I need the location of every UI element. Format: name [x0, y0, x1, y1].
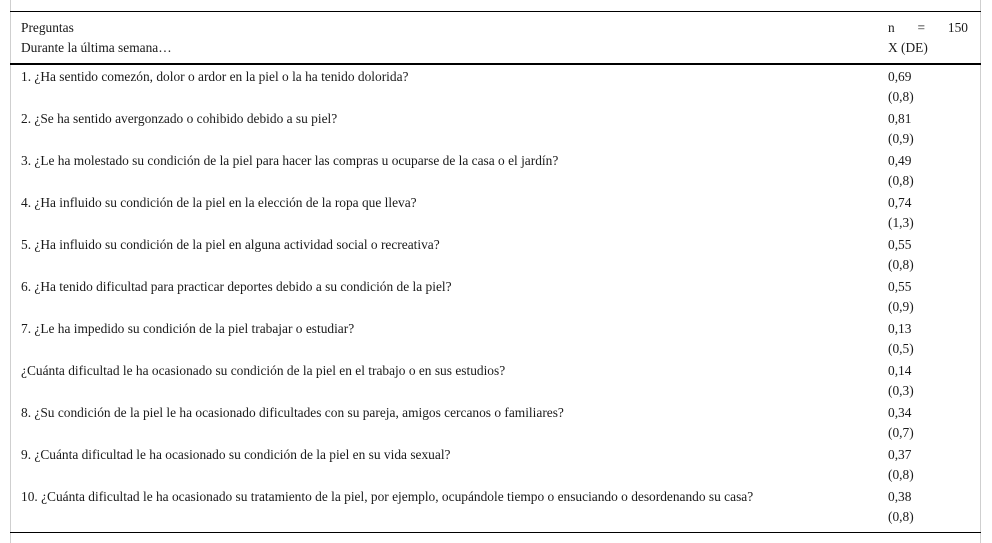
- question-cell: 5. ¿Ha influido su condición de la piel en alguna actividad social o recreativa?: [21, 237, 440, 252]
- header-questions: [10, 12, 878, 65]
- value-cell: [878, 233, 981, 275]
- mean-value: 0,38: [888, 489, 912, 504]
- mean-value: 0,34: [888, 405, 912, 420]
- header-equals: =: [917, 20, 926, 35]
- question-cell: ¿Cuánta dificultad le ha ocasionado su condición de la piel en el trabajo o en sus estudios?: [21, 363, 506, 378]
- sd-value: (0,9): [888, 299, 914, 314]
- mean-value: 0,49: [888, 153, 912, 168]
- mean-value: 0,14: [888, 363, 912, 378]
- sd-value: (0,9): [888, 131, 914, 146]
- header-questions-title: Preguntas: [21, 20, 74, 35]
- sd-value: (0,7): [888, 425, 914, 440]
- table-row: [10, 107, 981, 149]
- question-cell: 7. ¿Le ha impedido su condición de la piel trabajar o estudiar?: [21, 321, 355, 336]
- sd-value: (1,3): [888, 215, 914, 230]
- question-cell: 2. ¿Se ha sentido avergonzado o cohibido debido a su piel?: [21, 111, 338, 126]
- mean-value: 0,81: [888, 111, 912, 126]
- value-cell: [878, 191, 981, 233]
- question-cell: 10. ¿Cuánta dificultad le ha ocasionado su tratamiento de la piel, por ejemplo, ocupándole tiempo o ensuciando o desordenando su casa?: [10, 485, 878, 532]
- value-cell: [878, 107, 981, 149]
- value-cell: [878, 359, 981, 401]
- value-cell: [878, 443, 981, 485]
- value-cell: [878, 149, 981, 191]
- question-cell: 8. ¿Su condición de la piel le ha ocasionado dificultades con su pareja, amigos cercanos o familiares?: [21, 405, 564, 420]
- dlqi-results-table: [10, 11, 981, 533]
- table-row: [10, 149, 981, 191]
- table-row: [10, 233, 981, 275]
- header-n-value: 150: [947, 20, 968, 35]
- table-row: [10, 275, 981, 317]
- header-mean-sd: X (DE): [888, 40, 928, 55]
- question-cell: 1. ¿Ha sentido comezón, dolor o ardor en la piel o la ha tenido dolorida?: [21, 69, 409, 84]
- sd-value: (0,8): [888, 467, 914, 482]
- sd-value: (0,8): [888, 173, 914, 188]
- question-cell: 3. ¿Le ha molestado su condición de la piel para hacer las compras u ocuparse de la casa o el jardín?: [21, 153, 559, 168]
- table-header-row: [10, 12, 981, 65]
- mean-value: 0,55: [888, 237, 912, 252]
- mean-value: 0,74: [888, 195, 912, 210]
- table-row: [10, 64, 981, 107]
- header-questions-subtitle: Durante la última semana…: [21, 40, 172, 55]
- sd-value: (0,8): [888, 257, 914, 272]
- table-row: [10, 443, 981, 485]
- header-sample-size: [888, 18, 968, 38]
- table-body: [10, 64, 981, 532]
- value-cell: [878, 401, 981, 443]
- mean-value: 0,13: [888, 321, 912, 336]
- question-cell: 4. ¿Ha influido su condición de la piel en la elección de la ropa que lleva?: [21, 195, 417, 210]
- value-cell: [878, 317, 981, 359]
- value-cell: [878, 64, 981, 107]
- table-row: [10, 485, 981, 532]
- table-row: [10, 317, 981, 359]
- sd-value: (0,5): [888, 341, 914, 356]
- sd-value: (0,8): [888, 509, 914, 524]
- question-cell: 9. ¿Cuánta dificultad le ha ocasionado su condición de la piel en su vida sexual?: [21, 447, 451, 462]
- mean-value: 0,37: [888, 447, 912, 462]
- mean-value: 0,69: [888, 69, 912, 84]
- table-row: [10, 191, 981, 233]
- table-row: [10, 401, 981, 443]
- value-cell: [878, 485, 981, 532]
- header-n-label: n: [888, 20, 895, 35]
- sd-value: (0,8): [888, 89, 914, 104]
- mean-value: 0,55: [888, 279, 912, 294]
- sd-value: (0,3): [888, 383, 914, 398]
- table-row: [10, 359, 981, 401]
- question-cell: 6. ¿Ha tenido dificultad para practicar deportes debido a su condición de la piel?: [21, 279, 452, 294]
- header-values: [878, 12, 981, 65]
- value-cell: [878, 275, 981, 317]
